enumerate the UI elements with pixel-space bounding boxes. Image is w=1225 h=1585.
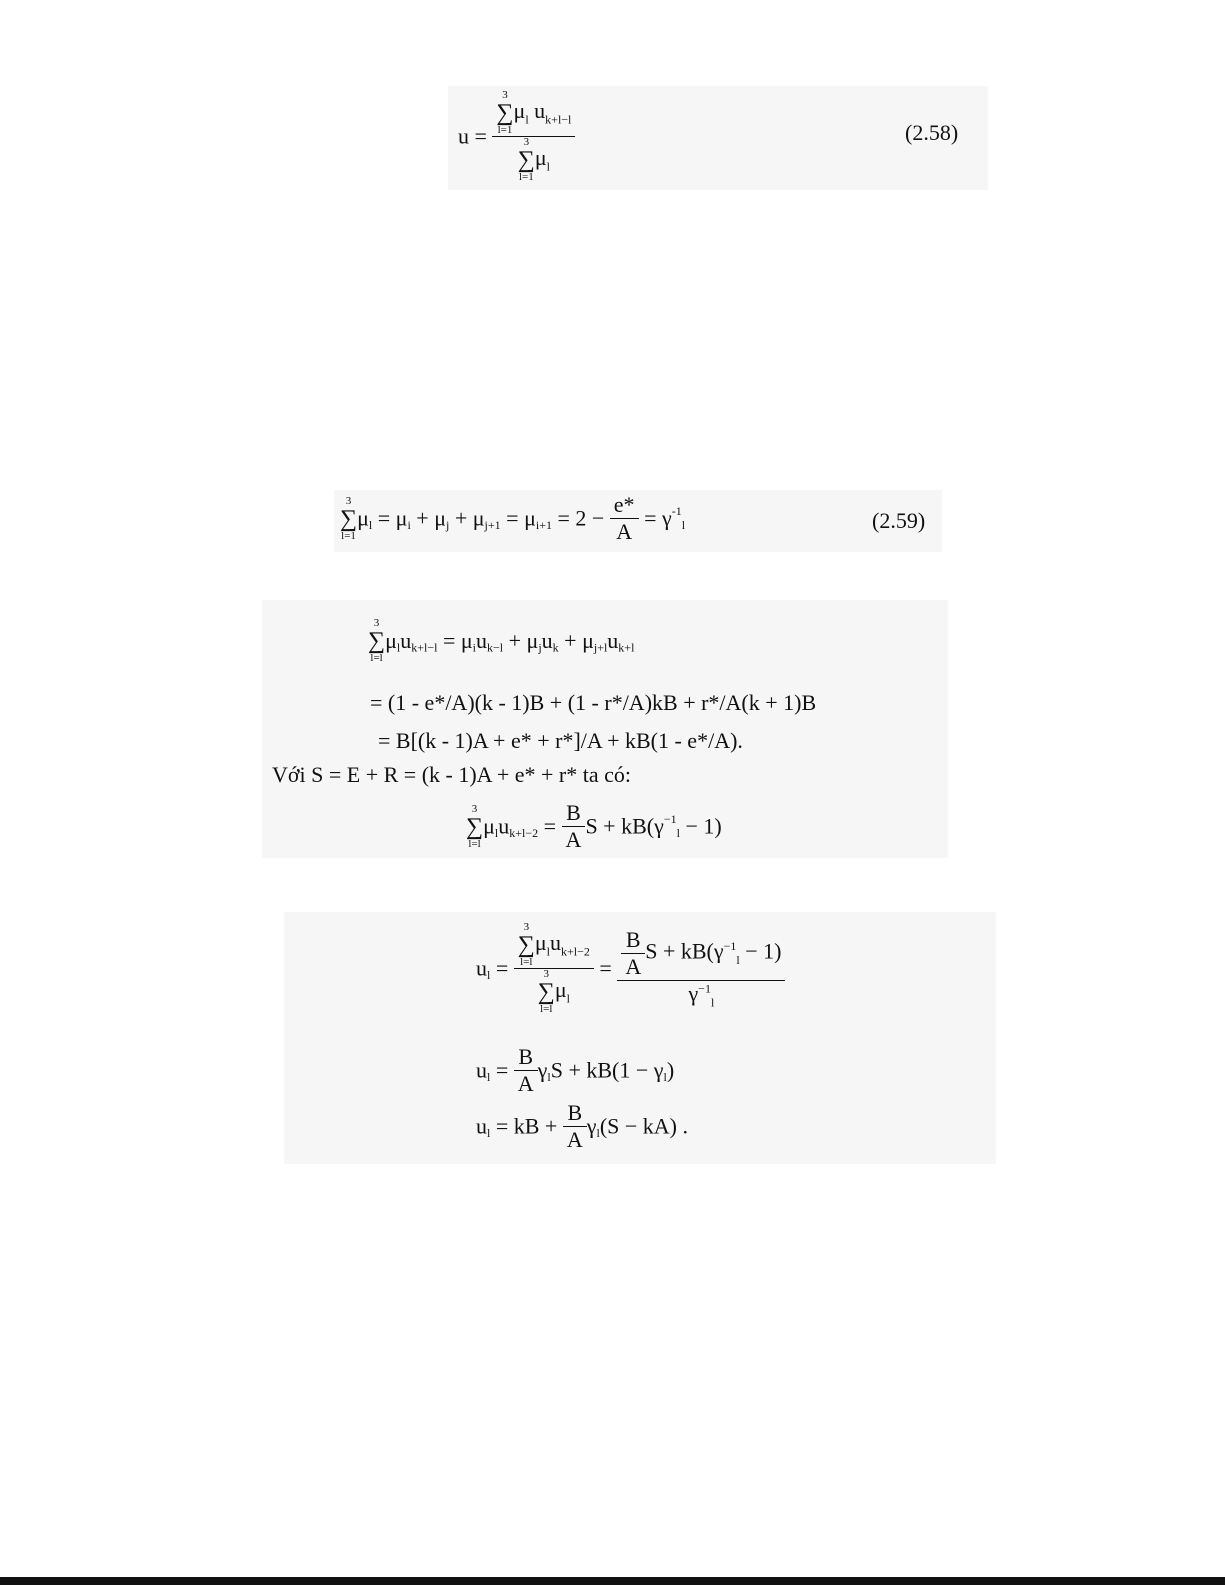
eq-fraction: 3 ∑ l=1 $\mu_l$ $u_{k+l-l}$ 3 ∑ l=1 $\mu_l$ <box>492 90 575 183</box>
eq-fraction: 3 ∑ l=l $\mu_lu_{k+l-2}$ 3 ∑ l=l $\mu_l$ <box>514 922 594 1015</box>
derivation-text-line: Với S = E + R = (k - 1)A + e* + r* ta có: <box>272 762 632 787</box>
result-line-2: $u_l$ = $\frac{B}{A}$ $\gamma_lS + kB(1 - \gamma_l)$ <box>476 1044 675 1096</box>
sigma-symbol: ∑ <box>466 813 484 840</box>
eq-fraction: $\frac{B}{A}$ <box>562 800 586 853</box>
eq-lhs: u = <box>458 123 487 149</box>
equation-number-2-59: (2.59) <box>872 508 926 533</box>
eq-fraction: $\frac{e*}{A}$ <box>610 492 639 545</box>
sigma-symbol: ∑ <box>517 932 535 958</box>
result-line-1: $u_l$ = 3 ∑ l=l $\mu_lu_{k+l-2}$ 3 ∑ l=l $\mu_l$ = $\frac{B}{A}$ $S + kB(\gamma^{-1}_l - 1)$ $\gamma^{-1}_l$ <box>476 922 785 1015</box>
derivation-line-2: = (1 - e*/A)(k - 1)B + (1 - r*/A)kB + r*/A(k + 1)B <box>370 690 817 715</box>
sigma-symbol: ∑ <box>368 628 386 654</box>
equation-2-59: 3 ∑ l=1 $\mu_l = \mu_i + \mu_j + \mu_{j+1} = \mu_{i+1} = 2$ − $\frac{e*}{A}$ = $\gamma^{-1}_l$ <box>340 492 686 544</box>
equation-number-2-58: (2.58) <box>905 120 959 145</box>
sigma-symbol: ∑ <box>340 505 358 532</box>
derivation-line-3: = B[(k - 1)A + e* + r*]/A + kB(1 - e*/A). <box>378 728 743 753</box>
result-line-3: $u_l$ = kB + $\frac{B}{A}$ $\gamma_l(S - kA)$ . <box>476 1100 688 1152</box>
sigma-symbol: ∑ <box>537 979 555 1005</box>
sigma-symbol: ∑ <box>496 100 514 126</box>
page-bottom-border <box>0 1577 1225 1585</box>
sigma-symbol: ∑ <box>517 147 535 173</box>
eq-fraction: $\frac{B}{A}$ <box>514 1044 538 1097</box>
eq-fraction: $\frac{B}{A}$ <box>563 1100 587 1153</box>
eq-fraction: $\frac{B}{A}$ $S + kB(\gamma^{-1}_l - 1)$ $\gamma^{-1}_l$ <box>617 927 785 1010</box>
derivation-line-1: 3 ∑ l=l $\mu_lu_{k+l-l} = \mu_iu_{k-l} + \mu_ju_k + \mu_{j+l}u_{k+l}$ <box>368 617 635 664</box>
equation-2-58 <box>458 90 575 183</box>
derivation-line-5: 3 ∑ l=l $\mu_lu_{k+l-2}$ = $\frac{B}{A}$ $S + kB(\gamma^{-1}_l - 1)$ <box>466 800 722 852</box>
